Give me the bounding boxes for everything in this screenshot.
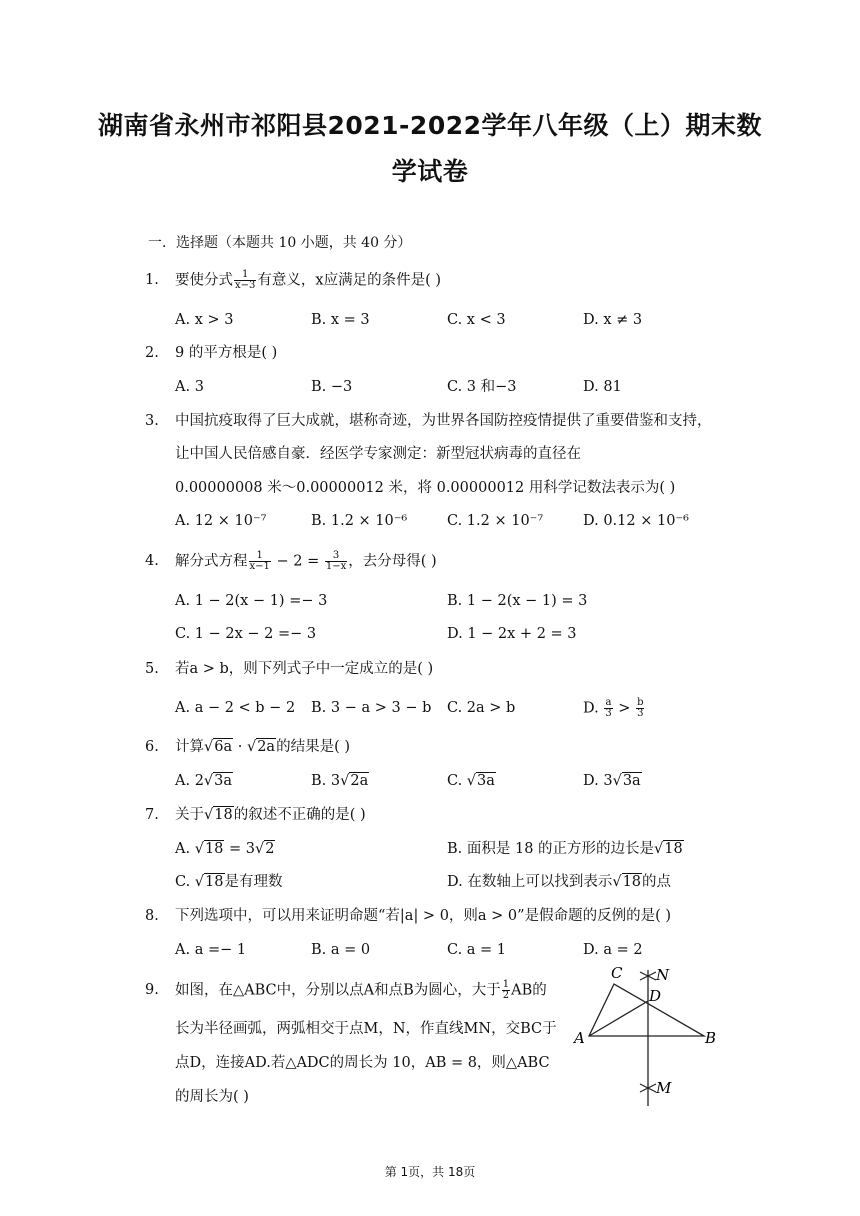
- numerator: 1: [234, 270, 256, 281]
- denominator: 2: [502, 990, 510, 1001]
- radicand: 18: [214, 807, 233, 823]
- option-c: C. 1.2 × 10⁻⁷: [447, 513, 544, 529]
- option-b: B. x = 3: [311, 312, 370, 328]
- operator: = 3: [224, 841, 255, 857]
- option-b: B. 3√2a: [311, 773, 369, 789]
- operator: >: [613, 700, 636, 717]
- option-c: C. 2a > b: [447, 700, 516, 716]
- stem-text: AB的: [511, 982, 547, 999]
- option-a: A. a =− 1: [175, 942, 247, 958]
- denominator: 3: [605, 708, 612, 719]
- option-d: D. x ≠ 3: [583, 312, 643, 328]
- question-stem: 若a > b，则下列式子中一定成立的是( ): [175, 661, 434, 677]
- question-number: 1.: [145, 272, 159, 288]
- question-number: 2.: [145, 345, 159, 361]
- question-stem-line: [175, 980, 547, 1001]
- radicand: 2a: [350, 773, 369, 789]
- question-number: 4.: [145, 553, 159, 569]
- fraction: [325, 551, 347, 572]
- radicand: 3a: [214, 773, 233, 789]
- stem-text: 解分式方程: [175, 553, 248, 570]
- question-stem-line: 长为半径画弧，两弧相交于点M，N，作直线MN，交BC于: [175, 1021, 557, 1037]
- question-stem-line: 让中国人民倍感自豪．经医学专家测定：新型冠状病毒的直径在: [175, 446, 581, 462]
- option-c: C. √3a: [447, 773, 495, 789]
- stem-text: 要使分式: [175, 272, 233, 289]
- option-a: A. 2√3a: [175, 773, 233, 789]
- stem-text: 关于: [175, 807, 204, 823]
- title-line-1: 湖南省永州市祁阳县2021-2022学年八年级（上）期末数: [97, 111, 763, 140]
- numerator: b: [637, 697, 644, 708]
- label-a: A: [574, 1029, 585, 1047]
- denominator: x−3: [235, 280, 256, 291]
- question-stem-line: 0.00000008 米～0.00000012 米，将 0.00000012 用科学记数法表示为( ): [175, 480, 676, 496]
- option-d: D. 在数轴上可以找到表示√18的点: [447, 874, 672, 890]
- fraction: [636, 698, 644, 719]
- option-c: C. x < 3: [447, 312, 506, 328]
- option-b: B. 3 − a > 3 − b: [311, 700, 432, 716]
- section-heading: 一．选择题（本题共 10 小题，共 40 分）: [148, 235, 412, 251]
- option-d: D. 81: [583, 379, 622, 395]
- option-label: A.: [175, 841, 195, 857]
- option-a: A. a − 2 < b − 2: [175, 700, 296, 716]
- radicand: 18: [205, 874, 224, 890]
- option-a: A. 3: [175, 379, 204, 395]
- stem-text: 的结果是( ): [276, 739, 351, 755]
- denominator: 3: [637, 708, 644, 719]
- page-footer: 第 1页，共 18页: [384, 1165, 476, 1179]
- option-a: A. √18 = 3√2: [175, 841, 275, 857]
- option-label: D. 在数轴上可以找到表示: [447, 874, 613, 890]
- fraction: [234, 270, 256, 291]
- option-label: A. 2: [175, 773, 204, 789]
- option-d: D. a = 2: [583, 942, 643, 958]
- question-stem-line: 的周长为( ): [175, 1089, 249, 1105]
- question-stem: 关于√18的叙述不正确的是( ): [175, 807, 366, 823]
- option-b: B. 1 − 2(x − 1) = 3: [447, 593, 588, 609]
- option-label: B. 面积是 18 的正方形的边长是: [447, 841, 655, 857]
- numerator: 3: [325, 551, 347, 562]
- denominator: x−1: [249, 561, 270, 572]
- question-number: 8.: [145, 908, 159, 924]
- option-text: 是有理数: [224, 874, 283, 890]
- label-n: N: [656, 966, 670, 984]
- option-label: B. 3: [311, 773, 341, 789]
- question-number: 3.: [145, 413, 159, 429]
- question-stem: 9 的平方根是( ): [175, 345, 278, 361]
- radicand: 3a: [477, 773, 495, 789]
- option-a: A. x > 3: [175, 312, 234, 328]
- question-stem: [175, 551, 437, 572]
- option-a: A. 12 × 10⁻⁷: [175, 513, 267, 529]
- radicand: 6a: [214, 739, 233, 755]
- operator: ·: [233, 739, 247, 755]
- geometry-figure: [570, 960, 720, 1112]
- numerator: a: [605, 697, 612, 708]
- question-stem: [175, 270, 441, 291]
- stem-text: ，去分母得( ): [348, 553, 437, 570]
- radicand: 3a: [622, 773, 641, 789]
- option-c: C. 3 和−3: [447, 379, 517, 395]
- stem-text: 如图，在△ABC中，分别以点A和点B为圆心，大于: [175, 982, 501, 999]
- question-stem-line: 中国抗疫取得了巨大成就，堪称奇迹，为世界各国防控疫情提供了重要借鉴和支持，: [175, 413, 712, 429]
- fraction: [502, 980, 510, 1001]
- question-number: 5.: [145, 661, 159, 677]
- radicand: 2a: [257, 739, 276, 755]
- option-label: C.: [175, 874, 195, 890]
- option-b: B. a = 0: [311, 942, 371, 958]
- option-c: C. a = 1: [447, 942, 507, 958]
- fraction: [249, 551, 271, 572]
- question-stem: 下列选项中，可以用来证明命题“若|a| > 0，则a > 0”是假命题的反例的是( ): [175, 908, 671, 924]
- question-number: 6.: [145, 739, 159, 755]
- option-label: D. 3: [583, 773, 613, 789]
- radicand: 18: [664, 841, 683, 857]
- numerator: 1: [249, 551, 271, 562]
- question-stem-line: 点D，连接AD.若△ADC的周长为 10，AB = 8，则△ABC: [175, 1055, 550, 1071]
- option-label: C.: [447, 773, 467, 789]
- option-d: D. 0.12 × 10⁻⁶: [583, 513, 689, 529]
- radicand: 2: [265, 841, 275, 857]
- label-b: B: [705, 1029, 717, 1047]
- title-line-2: 学试卷: [391, 157, 469, 186]
- numerator: 1: [502, 979, 510, 990]
- option-b: B. −3: [311, 379, 353, 395]
- option-a: A. 1 − 2(x − 1) =− 3: [175, 593, 328, 609]
- option-b: B. 面积是 18 的正方形的边长是√18: [447, 841, 683, 857]
- stem-text: 有意义，x应满足的条件是( ): [257, 272, 441, 289]
- question-number: 7.: [145, 807, 159, 823]
- triangle-abc: [589, 984, 704, 1036]
- question-stem: 计算√6a · √2a的结果是( ): [175, 739, 351, 755]
- option-b: B. 1.2 × 10⁻⁶: [311, 513, 408, 529]
- question-number: 9.: [145, 982, 159, 998]
- denominator: 1−x: [325, 561, 347, 572]
- option-d: [583, 698, 645, 719]
- label-c: C: [611, 964, 623, 982]
- option-label: D.: [583, 700, 604, 717]
- option-c: C. √18是有理数: [175, 874, 283, 890]
- radicand: 18: [204, 841, 224, 857]
- stem-text: 计算: [175, 739, 204, 755]
- stem-text: 的叙述不正确的是( ): [233, 807, 366, 823]
- label-m: M: [656, 1079, 672, 1097]
- label-d: D: [649, 987, 662, 1005]
- option-d: D. 1 − 2x + 2 = 3: [447, 626, 577, 642]
- option-c: C. 1 − 2x − 2 =− 3: [175, 626, 317, 642]
- stem-text: − 2 =: [271, 553, 324, 570]
- option-d: D. 3√3a: [583, 773, 641, 789]
- radicand: 18: [622, 874, 642, 890]
- option-text: 的点: [642, 874, 672, 890]
- fraction: [604, 698, 612, 719]
